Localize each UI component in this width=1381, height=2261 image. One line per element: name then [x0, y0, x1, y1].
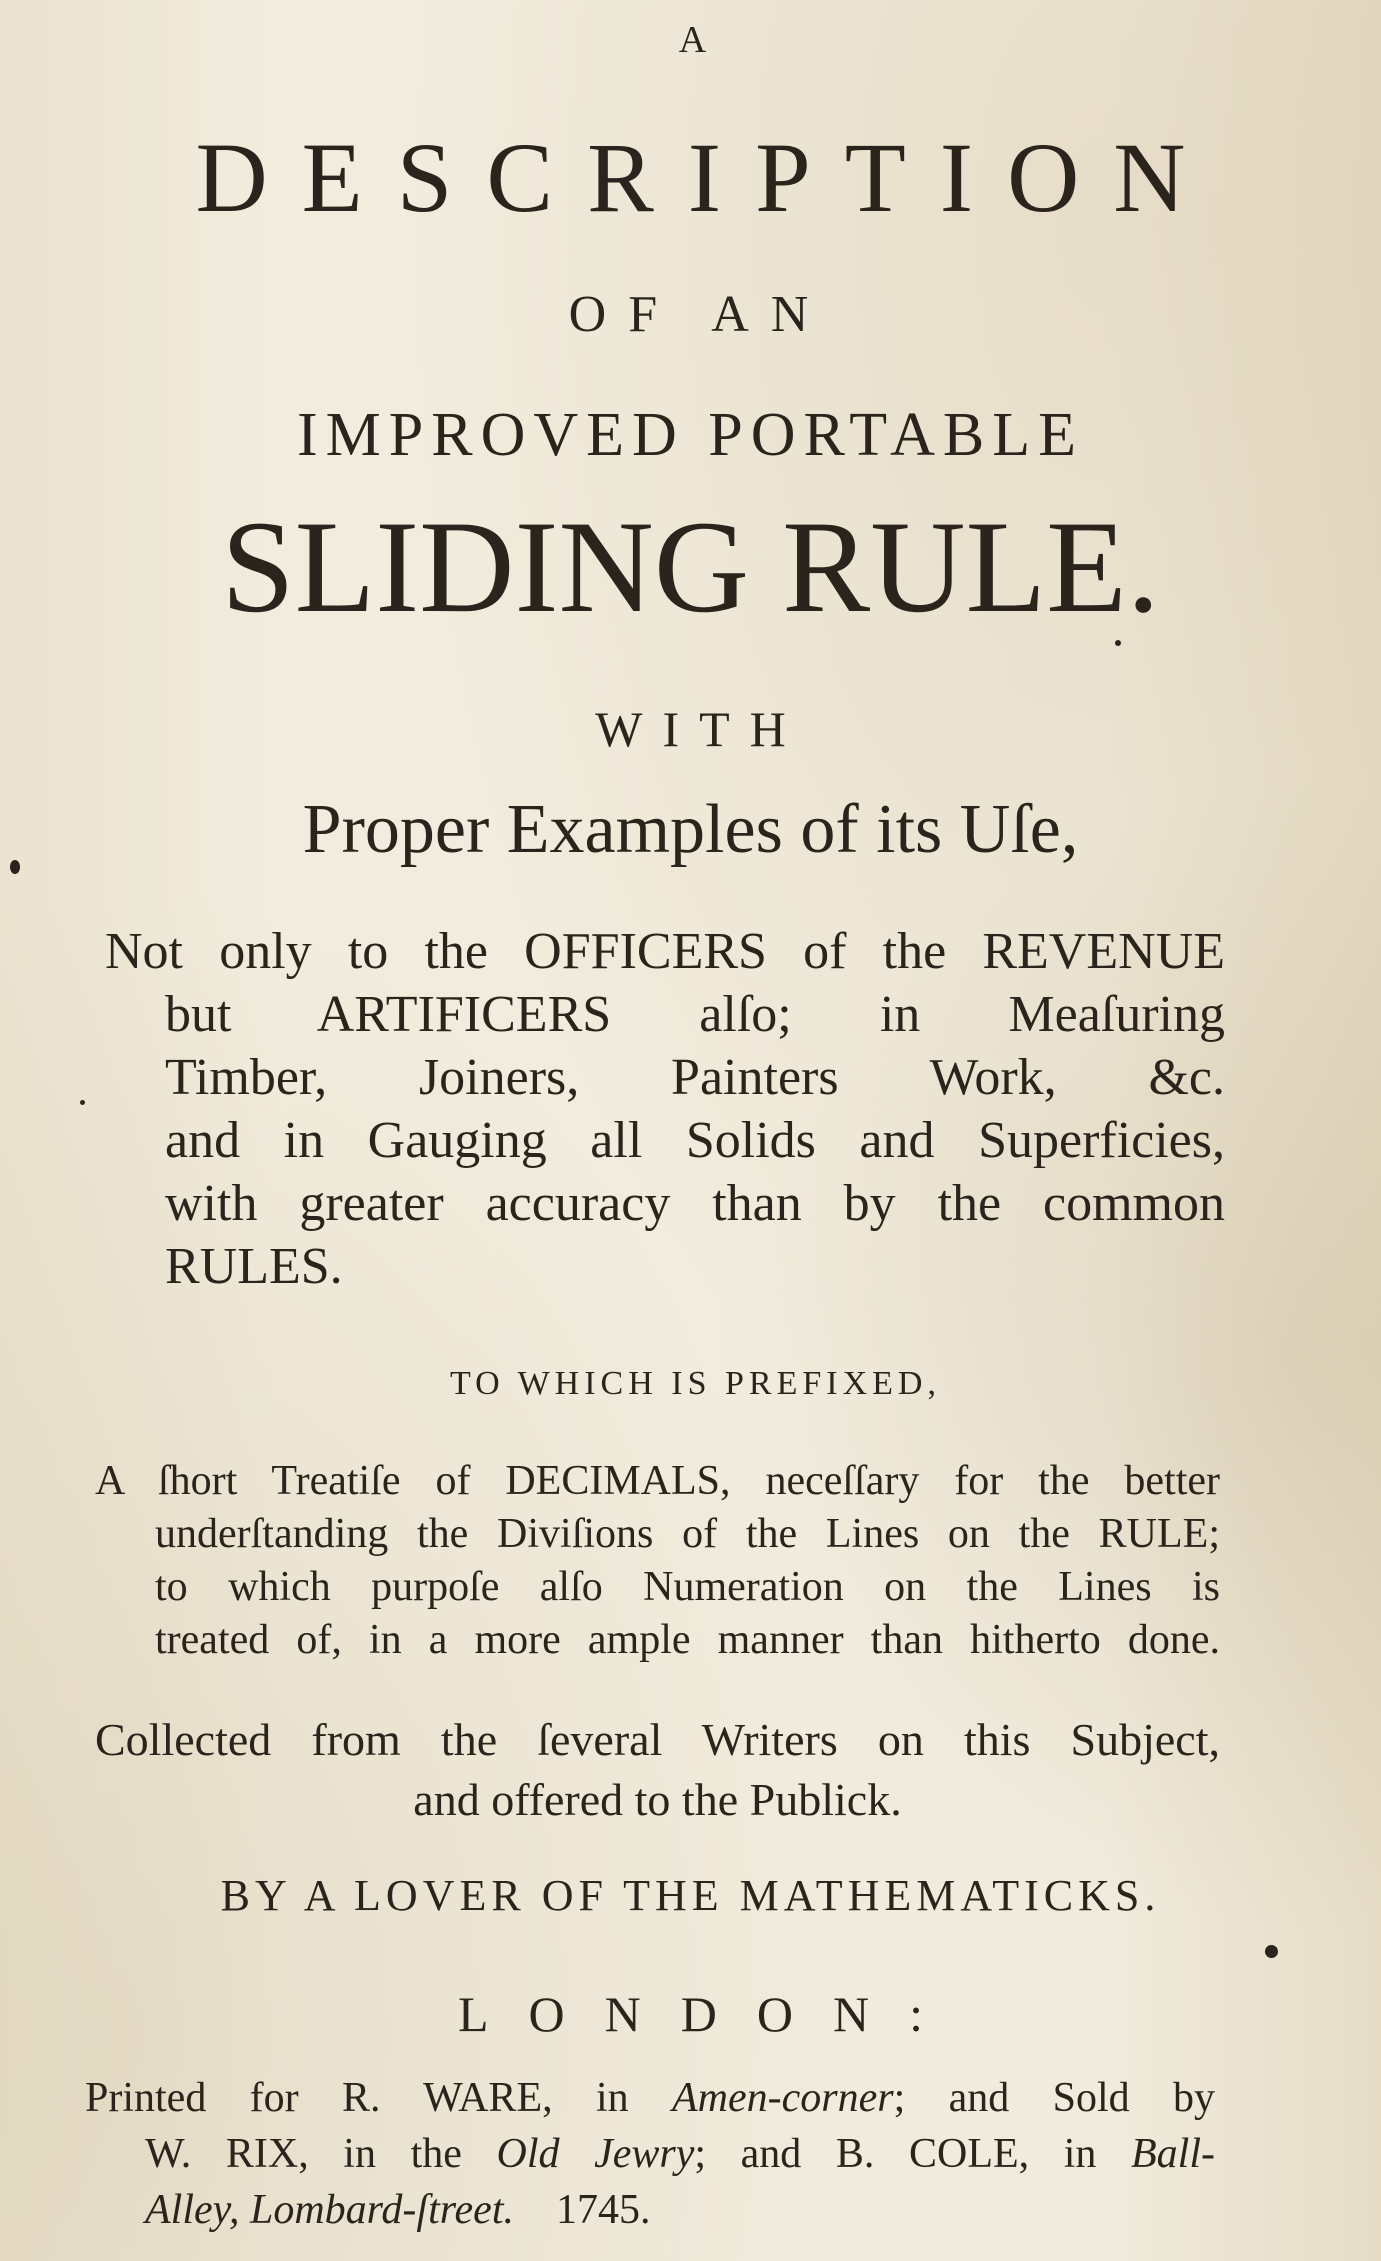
paragraph-line: and in Gauging all Solids and Superficies, — [165, 1112, 1225, 1169]
paragraph-not-only — [105, 920, 1225, 1298]
ink-speck — [10, 860, 20, 874]
ink-speck — [80, 1100, 85, 1105]
title-description: DESCRIPTION — [195, 122, 1220, 233]
subtitle-proper-examples: Proper Examples of its Uſe, — [302, 791, 1079, 868]
imprint-place: Old Jewry — [496, 2131, 695, 2177]
imprint-line-2 — [85, 2126, 1215, 2182]
title-improved-portable: IMPROVED PORTABLE — [297, 401, 1084, 469]
ink-speck — [1115, 640, 1121, 646]
title-sliding-rule: SLIDING RULE. — [221, 493, 1160, 640]
paragraph-line: RULES. — [165, 1238, 343, 1295]
imprint-year: 1745. — [556, 2187, 651, 2233]
author-line: BY A LOVER OF THE MATHEMATICKS. — [220, 1871, 1161, 1920]
paragraph-line: underſtanding the Diviſions of the Lines on the RULE; — [155, 1511, 1220, 1557]
paragraph-line: Timber, Joiners, Painters Work, &c. — [165, 1049, 1225, 1106]
title-of-an: OF AN — [568, 286, 831, 343]
paragraph-line: Not only to the OFFICERS of the REVENUE — [105, 923, 1225, 980]
imprint-text: ; and B. COLE, in — [694, 2131, 1132, 2177]
place-london: LONDON: — [458, 1986, 963, 2042]
paragraph-line: to which purpoſe alſo Numeration on the Lines is — [155, 1564, 1220, 1610]
paragraph-line: A ſhort Treatiſe of DECIMALS, neceſſary for the better — [95, 1458, 1220, 1504]
imprint-line-1 — [85, 2070, 1215, 2126]
paragraph-line: treated of, in a more ample manner than hitherto done. — [155, 1617, 1220, 1663]
title-article: A — [678, 19, 713, 61]
imprint-line-3 — [85, 2182, 1215, 2238]
subtitle-with: WITH — [595, 701, 806, 757]
paragraph-line: with greater accuracy than by the common — [165, 1175, 1225, 1232]
to-which-is-prefixed: TO WHICH IS PREFIXED, — [450, 1365, 941, 1402]
imprint — [85, 2070, 1215, 2238]
imprint-place: Ball- — [1131, 2131, 1215, 2177]
imprint-text: ; and Sold by — [893, 2075, 1215, 2121]
imprint-text: W. RIX, in the — [145, 2131, 497, 2177]
ink-speck — [1265, 1945, 1278, 1958]
imprint-place: Amen-corner — [671, 2075, 894, 2121]
imprint-text: Printed for R. WARE, in — [85, 2075, 672, 2121]
paragraph-line: Collected from the ſeveral Writers on this Subject, — [95, 1714, 1220, 1765]
paragraph-short-treatise — [95, 1455, 1220, 1667]
imprint-place: Alley, Lombard-ſtreet. — [145, 2187, 514, 2233]
paragraph-collected — [95, 1710, 1220, 1830]
paragraph-line: and offered to the Publick. — [413, 1774, 902, 1825]
paragraph-line: but ARTIFICERS alſo; in Meaſuring — [165, 986, 1225, 1043]
